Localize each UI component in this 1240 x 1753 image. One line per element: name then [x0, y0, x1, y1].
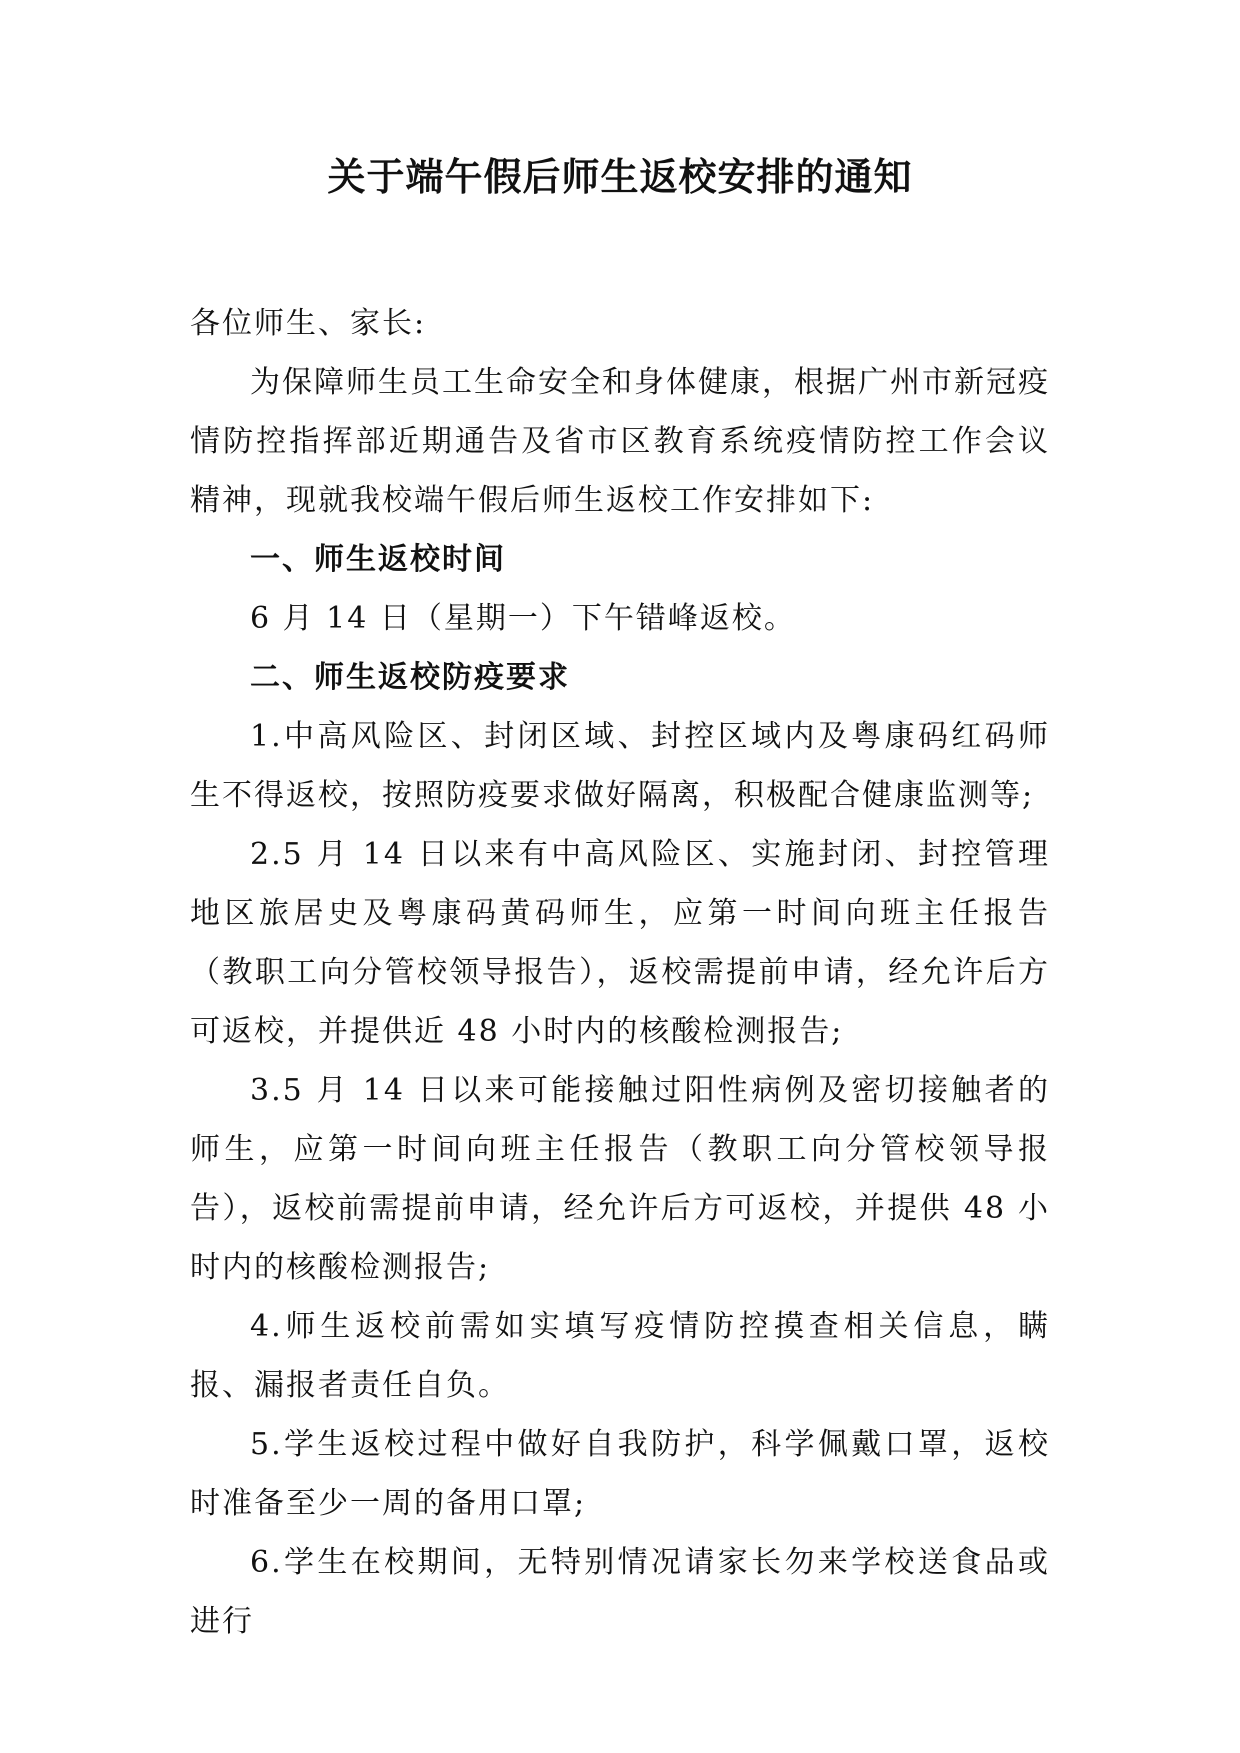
section-heading-epidemic-requirements: 二、师生返校防疫要求 — [250, 660, 570, 695]
requirement-item-6: 6.学生在校期间，无特别情况请家长勿来学校送食品或进行 — [190, 1545, 1050, 1639]
requirement-item-1: 1.中高风险区、封闭区域、封控区域内及粤康码红码师生不得返校，按照防疫要求做好隔离，积极配合健康监测等; — [190, 719, 1050, 813]
requirement-item-5: 5.学生返校过程中做好自我防护，科学佩戴口罩，返校时准备至少一周的备用口罩; — [190, 1427, 1050, 1521]
return-time-paragraph: 6 月 14 日（星期一）下午错峰返校。 — [250, 601, 796, 636]
salutation: 各位师生、家长: — [190, 306, 427, 341]
requirement-item-4: 4.师生返校前需如实填写疫情防控摸查相关信息，瞒报、漏报者责任自负。 — [190, 1309, 1050, 1403]
document-body — [190, 294, 1050, 1651]
requirement-item-2: 2.5 月 14 日以来有中高风险区、实施封闭、封控管理地区旅居史及粤康码黄码师生，应第一时间向班主任报告（教职工向分管校领导报告），返校需提前申请，经允许后方可返校，并提供近 48 小时内的核酸检测报告; — [190, 837, 1050, 1049]
requirement-item-3: 3.5 月 14 日以来可能接触过阳性病例及密切接触者的师生，应第一时间向班主任报告（教职工向分管校领导报告），返校前需提前申请，经允许后方可返校，并提供 48 小时内的核酸检测报告; — [190, 1073, 1050, 1285]
section-heading-return-time: 一、师生返校时间 — [250, 542, 506, 577]
intro-paragraph: 为保障师生员工生命安全和身体健康，根据广州市新冠疫情防控指挥部近期通告及省市区教育系统疫情防控工作会议精神，现就我校端午假后师生返校工作安排如下: — [190, 365, 1050, 518]
document-title: 关于端午假后师生返校安排的通知 — [327, 154, 913, 199]
